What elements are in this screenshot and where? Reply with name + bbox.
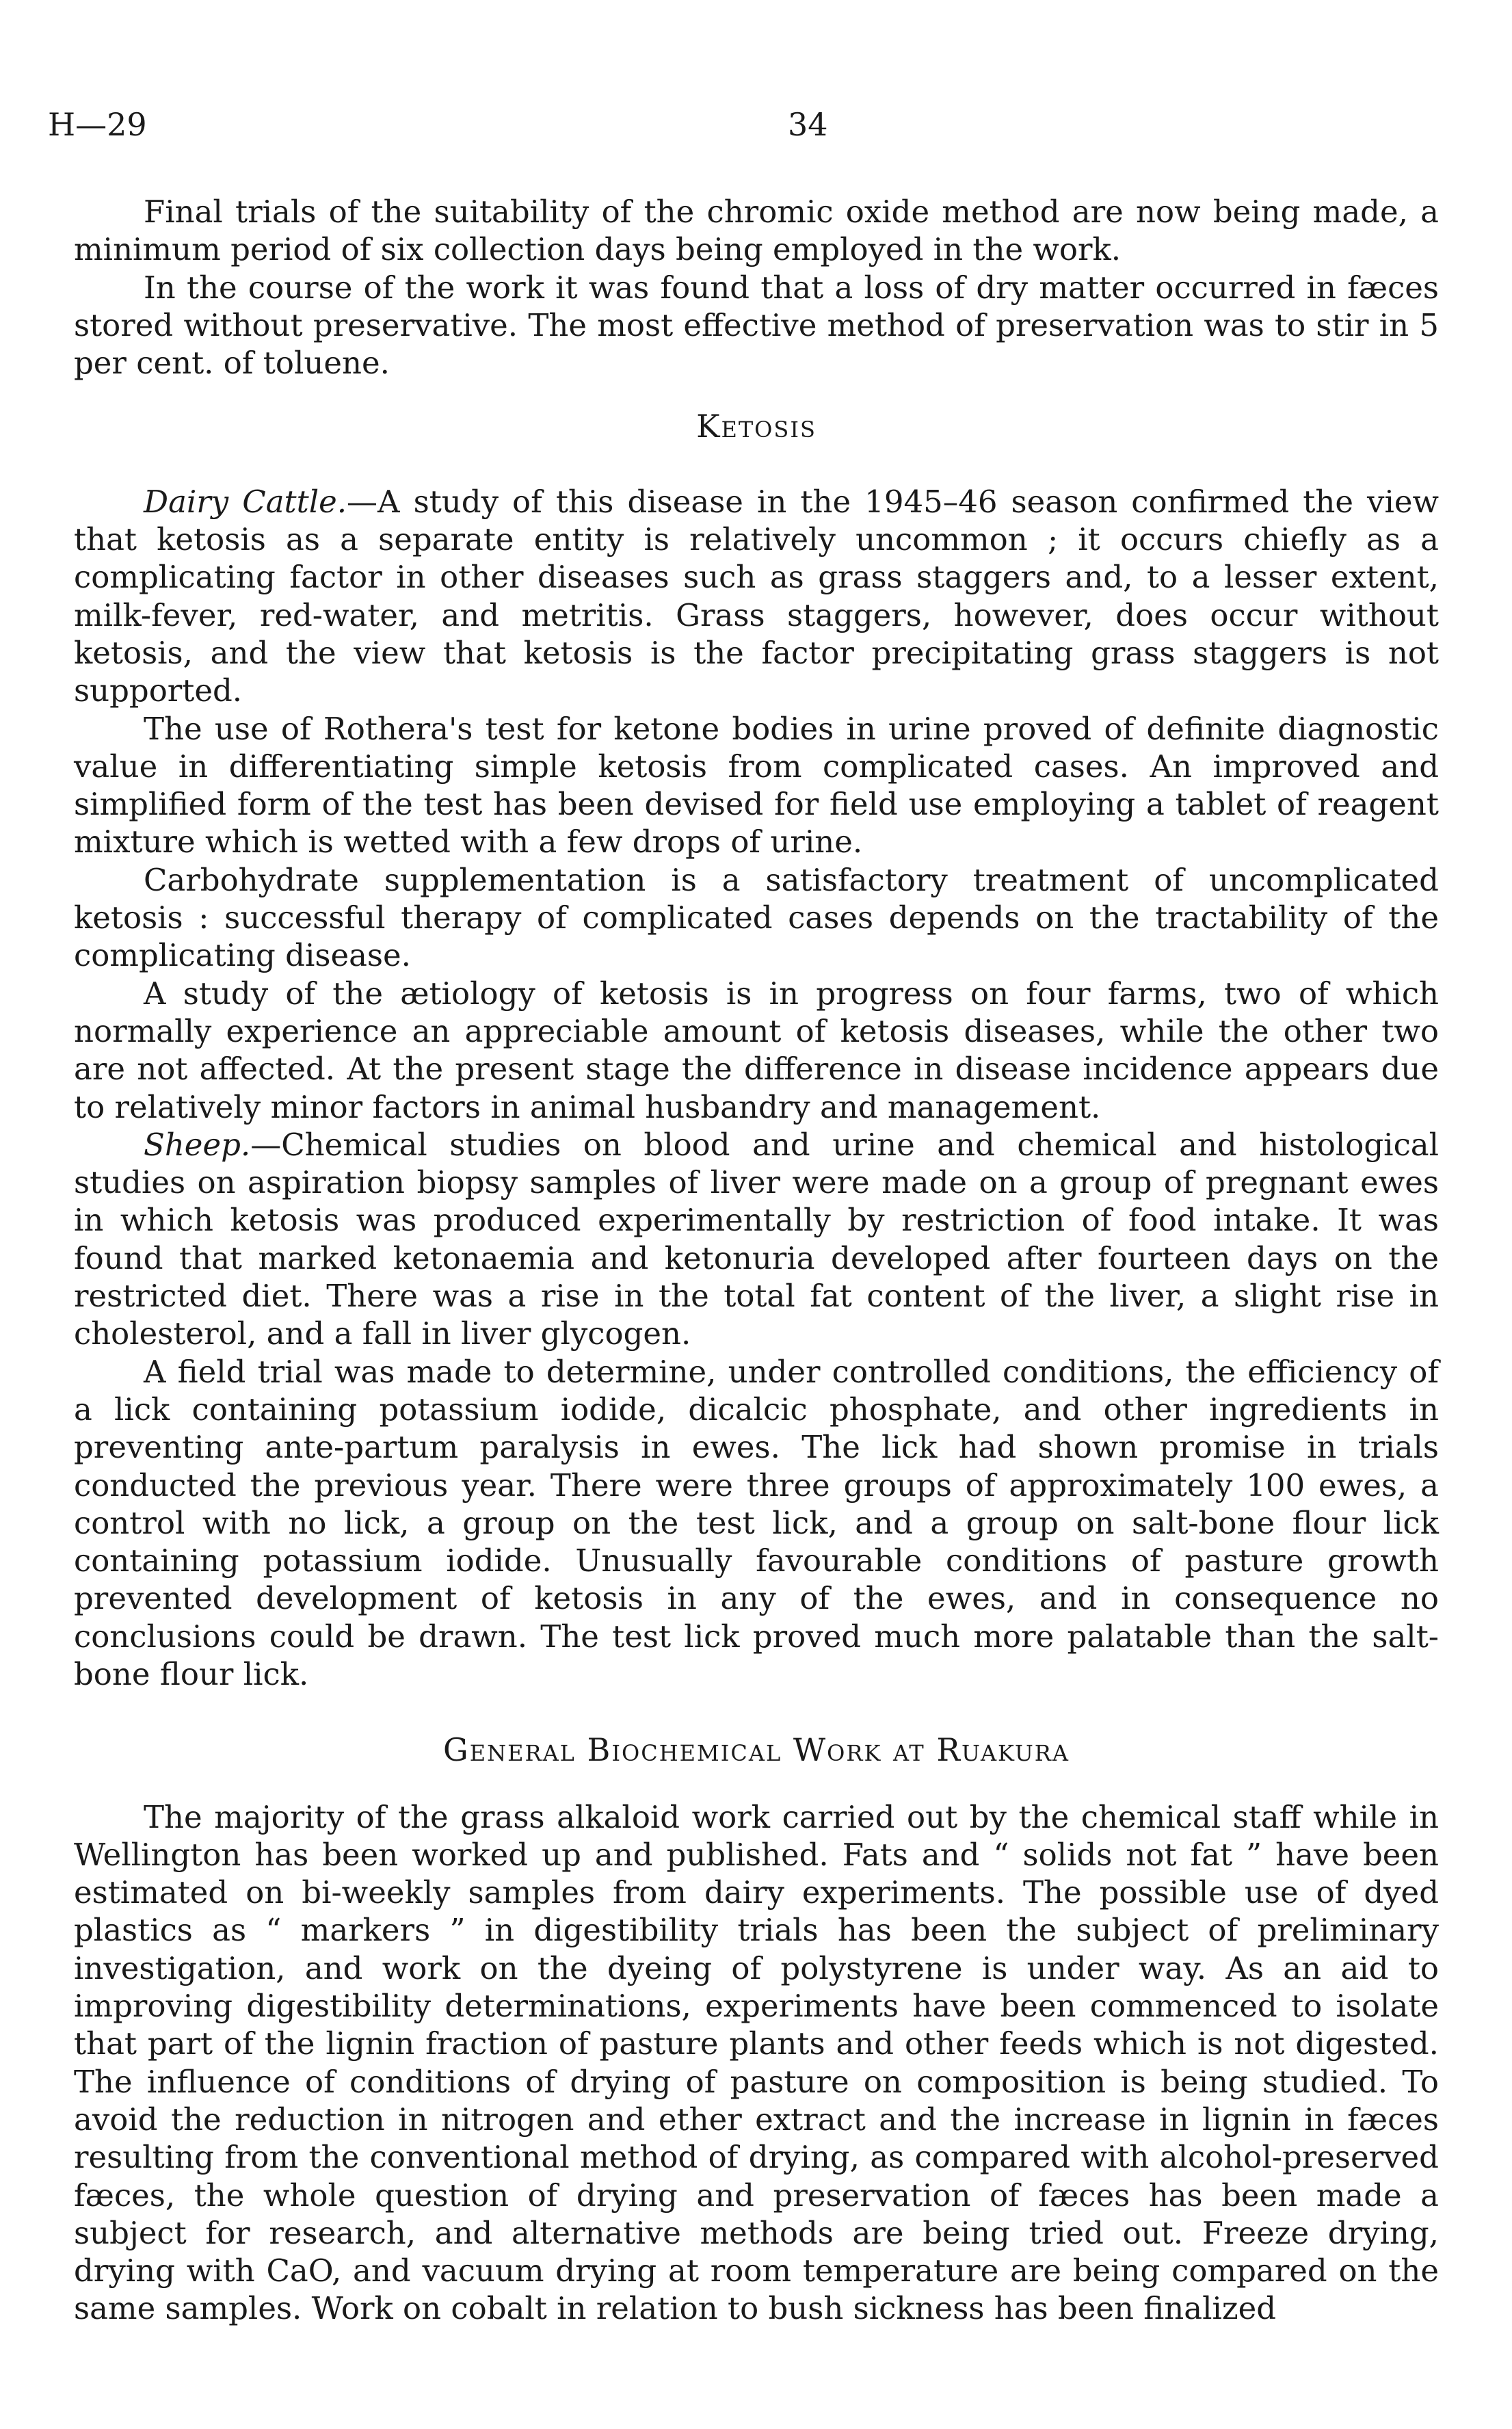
paragraph-sheep: [74, 1126, 1439, 1353]
paragraph-general-biochemical: The majority of the grass alkaloid work carried out by the chemical staff while in Wellington has been worked up and published. Fats and “ solids not fat ” have been estimated on bi-weekly samples from dairy experiments. The possible use of dyed plastics as “ markers ” in digestibility trials has been the subject of preliminary investigation, and work on the dyeing of polystyrene is under way. As an aid to improving digestibility determinations, experiments have been commenced to isolate that part of the lignin fraction of pasture plants and other feeds which is not digested. The influence of conditions of drying of pasture on composition is being studied. To avoid the reduction in nitrogen and ether extract and the increase in lignin in fæces resulting from the conventional method of drying, as compared with alcohol-preserved fæces, the whole question of drying and preservation of fæces has been made a subject for research, and alternative methods are being tried out. Freeze drying, drying with CaO, and vacuum drying at room temperature are being compared on the same samples. Work on cobalt in relation to bush sickness has been finalized: [74, 1798, 1439, 2327]
paragraph-dairy-cattle: [74, 483, 1439, 710]
paragraph-aetiology: A study of the ætiology of ketosis is in progress on four farms, two of which normally experience an appreciable amount of ketosis diseases, while the other two are not affected. At the present stage the difference in disease incidence appears due to relatively minor factors in animal husbandry and management.: [74, 975, 1439, 1125]
paragraph-rothera-test: The use of Rothera's test for ketone bodies in urine proved of definite diagnostic value in differentiating simple ketosis from complicated cases. An improved and simplified form of the test has been devised for field use employing a tablet of reagent mixture which is wetted with a few drops of urine.: [74, 710, 1439, 861]
section-heading-general-biochemical: General Biochemical Work at Ruakura: [443, 1731, 1070, 1769]
paragraph-carbohydrate: Carbohydrate supplementation is a satisfactory treatment of uncomplicated ketosis : successful therapy of complicated cases depends on the tractability of the complicating disease.: [74, 861, 1439, 974]
document-reference: H—29: [48, 106, 147, 143]
paragraph-field-trial: A field trial was made to determine, under controlled conditions, the efficiency of a lick containing potassium iodide, dicalcic phosphate, and other ingredients in preventing ante-partum paralysis in ewes. The lick had shown promise in trials conducted the previous year. There were three groups of approximately 100 ewes, a control with no lick, a group on the test lick, and a group on salt-bone flour lick containing potassium iodide. Unusually favourable conditions of pasture growth prevented development of ketosis in any of the ewes, and in consequence no conclusions could be drawn. The test lick proved much more palatable than the salt-bone flour lick.: [74, 1353, 1439, 1692]
section-heading-ketosis: Ketosis: [696, 408, 817, 445]
paragraph-chromic-oxide: Final trials of the suitability of the chromic oxide method are now being made, a minimum period of six collection days being employed in the work.: [74, 194, 1439, 268]
page-number: 34: [788, 106, 828, 143]
paragraph-text: —A study of this disease in the 1945–46 season confirmed the view that ketosis as a separate entity is relatively uncommon ; it occurs chiefly as a complicating factor in other diseases such as grass staggers and, to a lesser extent, milk-fever, red-water, and metritis. Grass staggers, however, does occur without ketosis, and the view that ketosis is the factor precipitating grass staggers is not supported.: [74, 483, 1439, 709]
document-body: [74, 193, 1439, 2328]
page-header: [48, 106, 1443, 154]
run-in-heading-sheep: Sheep.: [144, 1126, 251, 1163]
run-in-heading-dairy-cattle: Dairy Cattle.: [144, 483, 347, 520]
paragraph-text: —Chemical studies on blood and urine and chemical and histological studies on aspiration biopsy samples of liver were made on a group of pregnant ewes in which ketosis was produced experimentally by restriction of food intake. It was found that marked ketonaemia and ketonuria developed after fourteen days on the restricted diet. There was a rise in the total fat content of the liver, a slight rise in cholesterol, and a fall in liver glycogen.: [74, 1126, 1439, 1352]
paragraph-dry-matter: In the course of the work it was found that a loss of dry matter occurred in fæces stored without preservative. The most effective method of preservation was to stir in 5 per cent. of toluene.: [74, 269, 1439, 382]
